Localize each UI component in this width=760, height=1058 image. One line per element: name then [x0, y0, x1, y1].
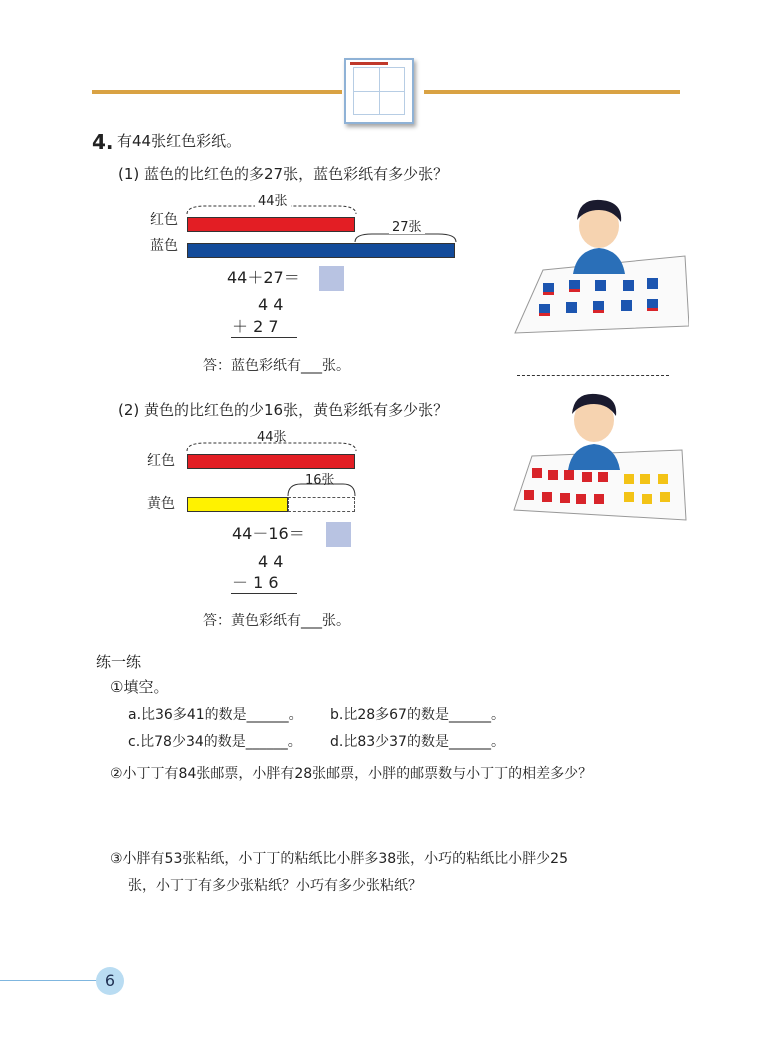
notebook-icon: [344, 58, 414, 124]
part2-answer: 答：黄色彩纸有___张。: [203, 613, 350, 629]
practice-q3-line2: 张，小丁丁有多少张粘纸？小巧有多少张粘纸？: [128, 878, 422, 894]
boy-with-blocks-illustration-1: [513, 198, 689, 343]
part1-vertical-bottom: ＋ 2 7: [232, 317, 279, 336]
part2-brace-diff-label: 16张: [302, 474, 338, 487]
part2-dashed-extension: [288, 497, 355, 512]
practice-q2: ②小丁丁有84张邮票，小胖有28张邮票，小胖的邮票数与小丁丁的相差多少？: [110, 766, 593, 782]
header-rule-left: [92, 90, 342, 94]
part2-equation: 44－16＝: [232, 524, 305, 543]
practice-q1-title: ①填空。: [110, 678, 169, 696]
part1-red-bar: [187, 217, 355, 232]
part2-brace-diff: [287, 476, 357, 498]
part2-brace-total-label: 44张: [254, 431, 290, 444]
part2-label-red: 红色: [147, 453, 175, 469]
part2-vertical-top: 4 4: [258, 552, 284, 571]
problem-number: 4.: [92, 130, 114, 154]
part1-equation: 44＋27＝: [227, 268, 300, 287]
practice-heading: 练一练: [96, 653, 142, 671]
part1-label-blue: 蓝色: [150, 238, 178, 254]
part1-answer-box[interactable]: [319, 266, 344, 291]
part1-label-red: 红色: [150, 212, 178, 228]
practice-q1-b: b.比28多67的数是______。: [330, 707, 505, 723]
part1-brace-diff-label: 27张: [389, 221, 425, 234]
part1-question: (1) 蓝色的比红色的多27张，蓝色彩纸有多少张？: [118, 165, 449, 183]
practice-q1-c: c.比78少34的数是______。: [128, 734, 302, 750]
illustration-1-dashed-line: [517, 375, 669, 376]
header-rule-right: [424, 90, 680, 94]
practice-q1-d: d.比83少37的数是______。: [330, 734, 505, 750]
part2-vertical-rule: [231, 593, 297, 594]
part1-answer: 答：蓝色彩纸有___张。: [203, 358, 350, 374]
boy-with-blocks-illustration-2: [502, 390, 688, 540]
part2-answer-box[interactable]: [326, 522, 351, 547]
part2-question: (2) 黄色的比红色的少16张，黄色彩纸有多少张？: [118, 401, 449, 419]
part1-vertical-rule: [231, 337, 297, 338]
part2-label-yellow: 黄色: [147, 496, 175, 512]
part2-vertical-bottom: － 1 6: [232, 573, 279, 592]
part2-yellow-bar: [187, 497, 288, 512]
part2-red-bar: [187, 454, 355, 469]
practice-q3-line1: ③小胖有53张粘纸，小丁丁的粘纸比小胖多38张，小巧的粘纸比小胖少25: [110, 851, 568, 867]
page-number: 6: [96, 967, 124, 995]
part2-brace-total: [186, 437, 358, 453]
part1-brace-total-label: 44张: [255, 195, 291, 208]
part1-blue-bar: [187, 243, 455, 258]
part1-vertical-top: 4 4: [258, 295, 284, 314]
footer-rule: [0, 980, 100, 981]
problem-statement: 有44张红色彩纸。: [117, 132, 242, 150]
practice-q1-a: a.比36多41的数是______。: [128, 707, 303, 723]
